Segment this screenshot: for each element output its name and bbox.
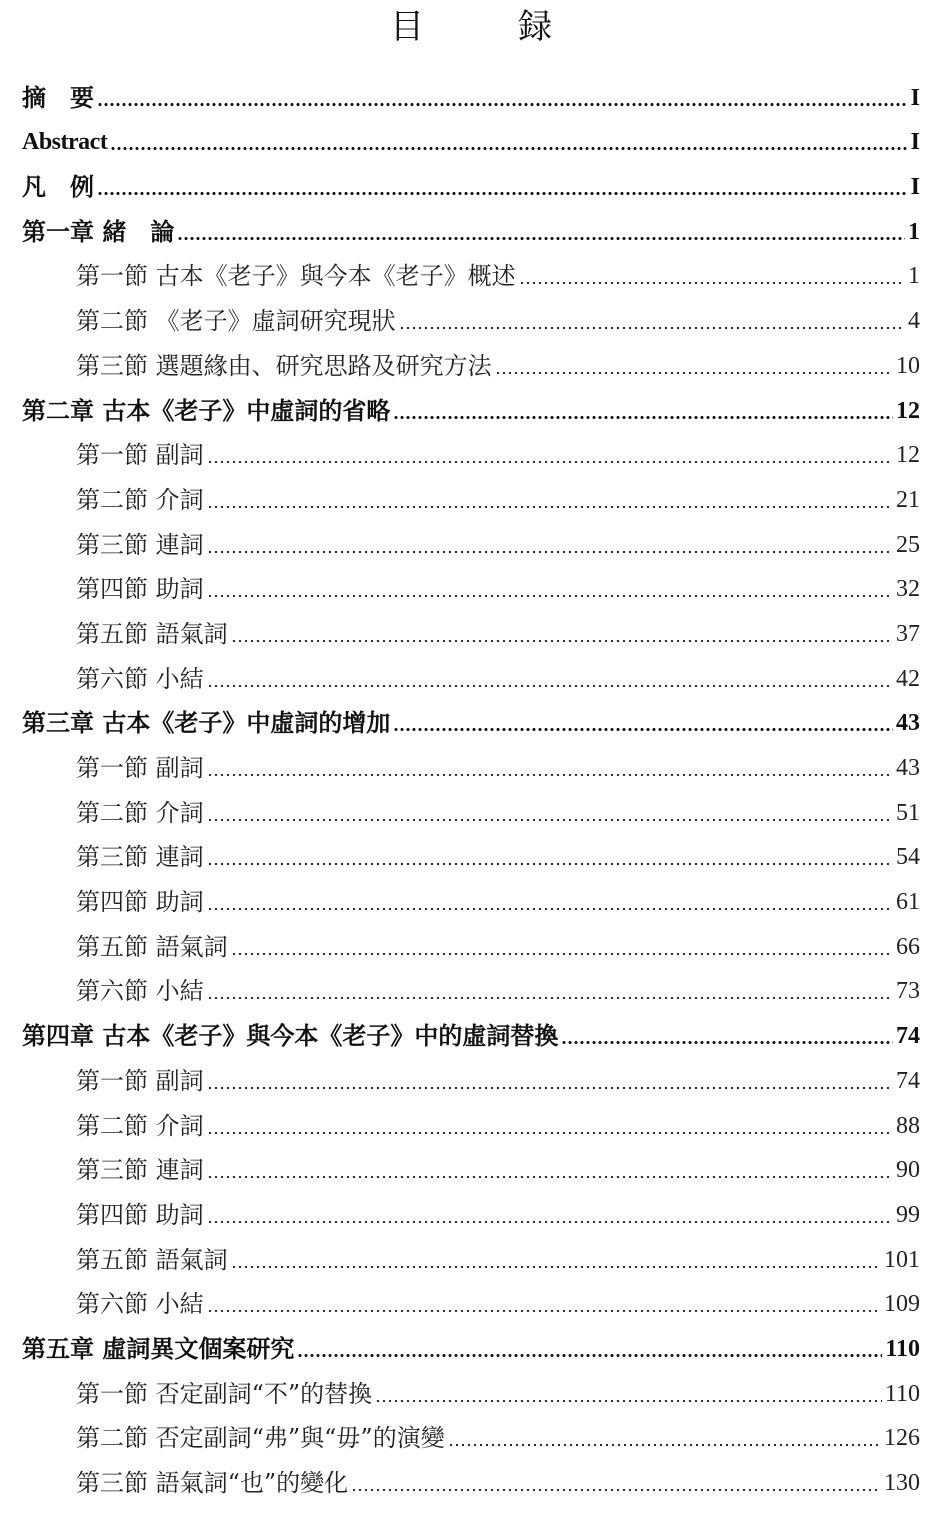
toc-entry-label: 第一節 副詞 — [76, 1066, 204, 1095]
toc-page-number: 74 — [896, 1067, 920, 1094]
toc-chapter-entry[interactable] — [0, 1323, 942, 1368]
toc-dot-leader — [297, 1354, 882, 1357]
toc-section-entry[interactable] — [0, 1457, 942, 1502]
toc-dot-leader — [561, 1041, 893, 1044]
toc-list — [0, 72, 942, 1502]
toc-page-number: 99 — [896, 1201, 920, 1228]
toc-page-number: 90 — [896, 1157, 920, 1184]
toc-page-number: 88 — [896, 1112, 920, 1139]
toc-section-entry[interactable] — [0, 474, 942, 519]
toc-dot-leader — [207, 551, 893, 553]
toc-entry-label: 第六節 小結 — [76, 664, 204, 693]
toc-chapter-entry[interactable] — [0, 117, 942, 162]
toc-entry-label: 第四章 古本《老子》與今本《老子》中的虛詞替換 — [22, 1021, 559, 1051]
toc-page-number: 130 — [884, 1470, 920, 1496]
toc-page-number: 10 — [896, 352, 920, 379]
toc-page-number: 110 — [884, 1380, 920, 1407]
toc-section-entry[interactable] — [0, 832, 942, 877]
toc-entry-label: 第五節 語氣詞 — [76, 1245, 228, 1274]
toc-entry-label: 第三節 語氣詞“也”的變化 — [76, 1469, 349, 1497]
toc-entry-label: 第三節 連詞 — [76, 530, 204, 559]
toc-entry-label: 摘 要 — [22, 82, 94, 112]
toc-entry-label: 第三章 古本《老子》中虛詞的增加 — [22, 708, 391, 738]
toc-entry-label: 第二節 介詞 — [76, 1111, 204, 1140]
toc-dot-leader — [231, 1266, 881, 1268]
toc-page-number: 74 — [896, 1023, 920, 1050]
toc-section-entry[interactable] — [0, 251, 942, 296]
toc-page-number: 25 — [896, 531, 920, 558]
toc-page-number: I — [910, 129, 920, 156]
toc-dot-leader — [231, 953, 893, 955]
toc-chapter-entry[interactable] — [0, 161, 942, 206]
toc-dot-leader — [177, 237, 905, 240]
toc-entry-label: 第六節 小結 — [76, 977, 204, 1006]
toc-page-number: 126 — [884, 1425, 920, 1452]
toc-entry-label: 凡 例 — [22, 172, 94, 202]
toc-dot-leader — [97, 192, 908, 195]
toc-page-number: 4 — [908, 308, 920, 335]
toc-entry-label: 第五節 語氣詞 — [76, 619, 228, 648]
toc-entry-label: 第三節 連詞 — [76, 843, 204, 872]
toc-dot-leader — [207, 461, 893, 463]
toc-dot-leader — [207, 685, 893, 687]
toc-section-entry[interactable] — [0, 876, 942, 921]
toc-dot-leader — [97, 103, 908, 106]
toc-dot-leader — [207, 997, 893, 999]
toc-page-number: 37 — [896, 620, 920, 647]
toc-entry-label: 第三節 選題緣由、研究思路及研究方法 — [76, 351, 492, 380]
toc-entry-label: 第一章 緒 論 — [22, 216, 175, 246]
toc-page-number: 51 — [896, 799, 920, 826]
toc-page-number: I — [910, 174, 920, 201]
toc-section-entry[interactable] — [0, 608, 942, 653]
toc-page-number: 12 — [896, 397, 920, 424]
toc-dot-leader — [207, 1132, 893, 1134]
toc-dot-leader — [207, 819, 893, 821]
toc-page-number: 54 — [896, 844, 920, 871]
toc-dot-leader — [351, 1489, 881, 1491]
toc-entry-label: 第一節 副詞 — [76, 441, 204, 470]
toc-entry-label: 第五節 語氣詞 — [76, 932, 228, 961]
toc-section-entry[interactable] — [0, 519, 942, 564]
toc-page-number: 1 — [908, 263, 920, 290]
toc-page-number: 1 — [908, 218, 920, 245]
toc-page-number: 66 — [896, 933, 920, 960]
toc-section-entry[interactable] — [0, 966, 942, 1011]
toc-section-entry[interactable] — [0, 1368, 942, 1413]
toc-page-number: 43 — [896, 710, 920, 737]
toc-section-entry[interactable] — [0, 921, 942, 966]
toc-dot-leader — [519, 282, 905, 284]
toc-section-entry[interactable] — [0, 1279, 942, 1324]
toc-section-entry[interactable] — [0, 787, 942, 832]
toc-dot-leader — [375, 1400, 882, 1402]
toc-page-number: 32 — [896, 576, 920, 603]
toc-page-number: 61 — [896, 889, 920, 916]
toc-page-number: 42 — [896, 665, 920, 692]
toc-dot-leader — [207, 774, 893, 776]
toc-dot-leader — [207, 1310, 881, 1312]
toc-page-number: 101 — [884, 1246, 920, 1273]
toc-entry-label: 第四節 助詞 — [76, 888, 204, 917]
toc-dot-leader — [393, 416, 893, 419]
toc-dot-leader — [207, 595, 893, 597]
toc-entry-label: 第二節 《老子》虛詞研究現狀 — [76, 307, 396, 336]
toc-page-number: 21 — [896, 486, 920, 513]
toc-entry-label: 第三節 連詞 — [76, 1156, 204, 1185]
toc-chapter-entry[interactable] — [0, 1010, 942, 1055]
toc-entry-label: 第一節 古本《老子》與今本《老子》概述 — [76, 262, 516, 291]
toc-page-number: 43 — [896, 755, 920, 781]
toc-dot-leader — [110, 147, 907, 150]
toc-section-entry[interactable] — [0, 742, 942, 787]
toc-title: 目 録 — [390, 7, 582, 47]
toc-section-entry[interactable] — [0, 1100, 942, 1145]
toc-section-entry[interactable] — [0, 653, 942, 698]
toc-dot-leader — [207, 908, 893, 910]
toc-page-number: 110 — [885, 1335, 920, 1362]
toc-section-entry[interactable] — [0, 430, 942, 475]
toc-page-number: I — [910, 84, 920, 111]
toc-section-entry[interactable] — [0, 295, 942, 340]
toc-dot-leader — [448, 1444, 881, 1446]
toc-section-entry[interactable] — [0, 564, 942, 609]
toc-section-entry[interactable] — [0, 1055, 942, 1100]
toc-entry-label: 第四節 助詞 — [76, 575, 204, 604]
toc-entry-label: 第二節 介詞 — [76, 485, 204, 514]
toc-entry-label: 第二節 介詞 — [76, 798, 204, 827]
toc-section-entry[interactable] — [0, 1413, 942, 1458]
toc-section-entry[interactable] — [0, 1234, 942, 1279]
toc-dot-leader — [495, 372, 893, 374]
toc-dot-leader — [207, 1087, 893, 1089]
toc-entry-label: 第四節 助詞 — [76, 1200, 204, 1229]
toc-entry-label: 第一節 否定副詞“不”的替換 — [76, 1379, 373, 1408]
toc-page-number: 109 — [884, 1291, 920, 1318]
toc-chapter-entry[interactable] — [0, 206, 942, 251]
toc-page-number: 12 — [896, 442, 920, 469]
toc-dot-leader — [207, 863, 893, 865]
toc-entry-label: 第二節 否定副詞“弗”與“毋”的演變 — [76, 1424, 445, 1453]
toc-dot-leader — [393, 728, 893, 731]
toc-dot-leader — [207, 506, 893, 508]
toc-entry-label: 第一節 副詞 — [76, 754, 204, 782]
toc-entry-label: 第二章 古本《老子》中虛詞的省略 — [22, 395, 391, 425]
toc-dot-leader — [207, 1221, 893, 1223]
toc-chapter-entry[interactable] — [0, 72, 942, 117]
toc-chapter-entry[interactable] — [0, 385, 942, 430]
toc-entry-label: 第五章 虛詞異文個案研究 — [22, 1333, 295, 1363]
toc-entry-label: 第六節 小結 — [76, 1290, 204, 1319]
toc-chapter-entry[interactable] — [0, 698, 942, 743]
toc-section-entry[interactable] — [0, 1189, 942, 1234]
toc-entry-label: Abstract — [22, 129, 108, 156]
toc-dot-leader — [207, 1176, 893, 1178]
toc-page-number: 73 — [896, 978, 920, 1005]
toc-section-entry[interactable] — [0, 340, 942, 385]
toc-section-entry[interactable] — [0, 1145, 942, 1190]
toc-dot-leader — [231, 640, 893, 642]
toc-dot-leader — [399, 327, 905, 329]
